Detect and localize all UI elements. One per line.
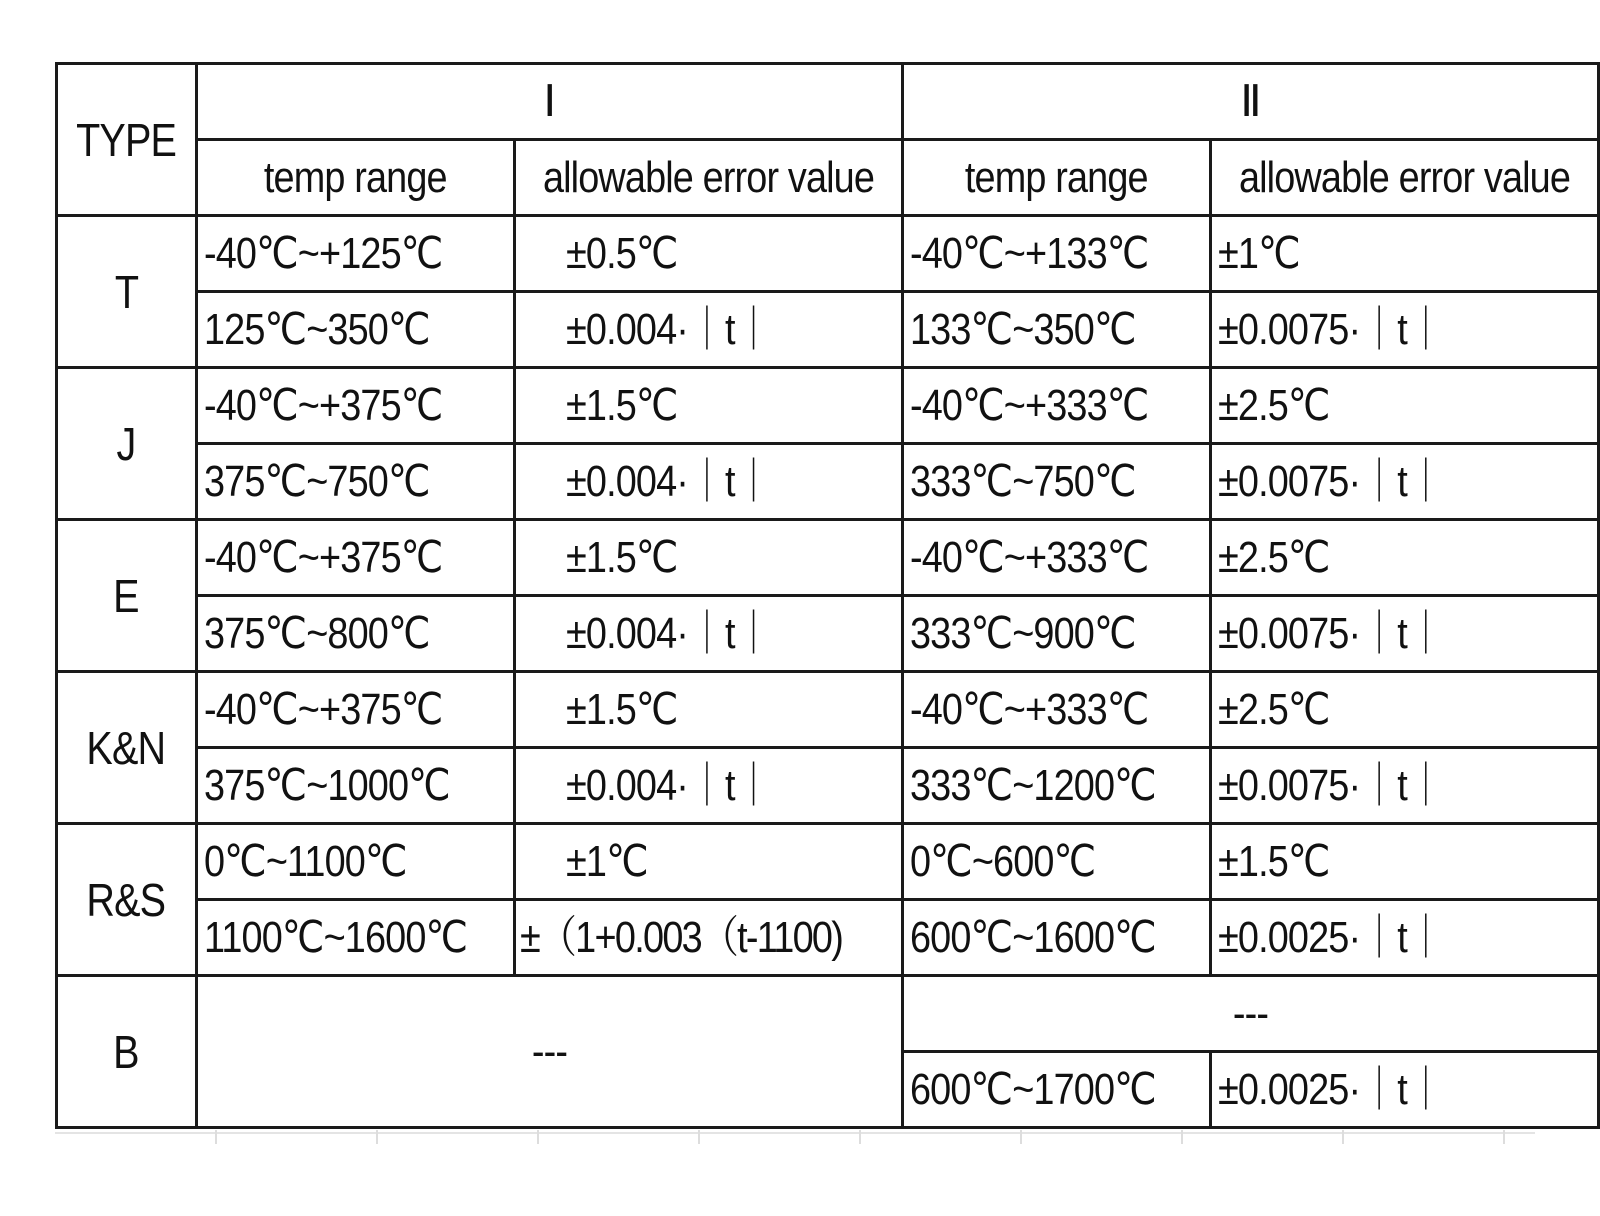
- table-row: [57, 824, 1599, 900]
- type-cell: [57, 368, 197, 520]
- class-1-error-cell-text: ±0.004·｜t｜: [565, 760, 772, 810]
- class-2-temp-range-header: [902, 140, 1210, 216]
- class-1-range-cell: [196, 900, 514, 976]
- class-2-error-cell: [1210, 596, 1598, 672]
- class-1-range-cell-text: 375℃~1000℃: [203, 760, 450, 810]
- class-2-range-cell-text: 333℃~1200℃: [909, 760, 1156, 810]
- class-1-error-cell-text: ±0.5℃: [565, 228, 678, 278]
- class-2-range-cell-text: 0℃~600℃: [909, 836, 1096, 886]
- class-1-error-cell: [514, 748, 902, 824]
- class-2-range-cell: [902, 1052, 1210, 1128]
- class-1-range-cell: [196, 672, 514, 748]
- class-2-error-cell: [1210, 748, 1598, 824]
- table-row: [57, 216, 1599, 292]
- class-1-placeholder-cell-text: ---: [531, 1026, 567, 1076]
- class-2-error-cell: [1210, 520, 1598, 596]
- class-2-error-cell-text: ±0.0075·｜t｜: [1217, 608, 1444, 658]
- table-row: [57, 596, 1599, 672]
- table-row: [57, 292, 1599, 368]
- class-2-error-cell: [1210, 292, 1598, 368]
- class-2-range-cell-text: 333℃~900℃: [909, 608, 1136, 658]
- class-1-error-cell-text: ±1℃: [565, 836, 648, 886]
- class-2-error-cell-text: ±2.5℃: [1217, 532, 1330, 582]
- class-1-temp-range-header: [196, 140, 514, 216]
- type-cell: [57, 824, 197, 976]
- class-1-range-cell-text: 125℃~350℃: [203, 304, 430, 354]
- type-cell-text: R&S: [86, 873, 166, 926]
- table-row: [57, 900, 1599, 976]
- class-1-range-cell: [196, 444, 514, 520]
- type-cell: [57, 520, 197, 672]
- background-grid-tick: [1503, 1130, 1505, 1144]
- class-1-range-cell-text: 0℃~1100℃: [203, 836, 407, 886]
- table-row: [57, 748, 1599, 824]
- class-1-error-cell: [514, 216, 902, 292]
- type-header-cell: [57, 64, 197, 216]
- class-1-error-cell: [514, 444, 902, 520]
- class-2-error-cell-text: ±1.5℃: [1217, 836, 1330, 886]
- class-1-error-cell: [514, 292, 902, 368]
- class-1-range-cell-text: -40℃~+375℃: [203, 380, 442, 430]
- class-2-range-cell-text: 333℃~750℃: [909, 456, 1136, 506]
- type-cell-text: T: [114, 265, 138, 318]
- class-1-range-cell-text: 375℃~750℃: [203, 456, 430, 506]
- class-2-range-cell: [902, 596, 1210, 672]
- class-2-error-cell: [1210, 368, 1598, 444]
- class-1-header: Ⅰ: [196, 64, 902, 140]
- class-2-error-cell: [1210, 444, 1598, 520]
- type-cell-text: B: [113, 1025, 140, 1078]
- class-2-range-cell: [902, 520, 1210, 596]
- class-2-error-cell-text: ±0.0075·｜t｜: [1217, 456, 1444, 506]
- class-2-error-cell-text: ±2.5℃: [1217, 380, 1330, 430]
- type-cell-text: J: [116, 417, 136, 470]
- class-1-error-cell-text: ±0.004·｜t｜: [565, 456, 772, 506]
- class-2-range-cell: [902, 216, 1210, 292]
- background-grid-tick: [537, 1130, 539, 1144]
- class-2-range-cell-text: 600℃~1600℃: [909, 912, 1156, 962]
- class-2-range-cell: [902, 900, 1210, 976]
- class-1-range-cell-text: 375℃~800℃: [203, 608, 430, 658]
- class-1-range-cell: [196, 368, 514, 444]
- class-1-error-cell: [514, 596, 902, 672]
- background-grid-tick: [376, 1130, 378, 1144]
- class-2-range-cell: [902, 368, 1210, 444]
- class-2-placeholder-cell: [902, 976, 1598, 1052]
- class-2-range-cell: [902, 672, 1210, 748]
- background-grid-tick: [698, 1130, 700, 1144]
- type-cell: [57, 216, 197, 368]
- table-row: [57, 444, 1599, 520]
- class-1-error-cell: [514, 672, 902, 748]
- class-1-error-cell-text: ±1.5℃: [565, 532, 678, 582]
- background-grid-tick: [1181, 1130, 1183, 1144]
- class-1-range-cell: [196, 520, 514, 596]
- class-2-error-cell-text: ±0.0025·｜t｜: [1217, 912, 1444, 962]
- class-2-error-cell: [1210, 824, 1598, 900]
- class-2-range-cell-text: -40℃~+333℃: [909, 380, 1149, 430]
- class-1-error-cell: [514, 368, 902, 444]
- background-grid-line: [55, 1132, 1535, 1134]
- class-2-range-cell: [902, 444, 1210, 520]
- class-2-range-cell-text: -40℃~+333℃: [909, 532, 1149, 582]
- class-1-range-cell-text: 1100℃~1600℃: [203, 912, 467, 962]
- class-2-error-header: [1210, 140, 1598, 216]
- class-2-range-cell: [902, 748, 1210, 824]
- class-1-range-cell: [196, 596, 514, 672]
- background-grid-tick: [1020, 1130, 1022, 1144]
- class-2-range-cell-text: -40℃~+133℃: [909, 228, 1149, 278]
- type-cell-text: E: [113, 569, 140, 622]
- background-grid-tick: [1342, 1130, 1344, 1144]
- class-1-range-cell: [196, 216, 514, 292]
- class-1-error-cell: [514, 824, 902, 900]
- error-label: allowable error value: [542, 152, 874, 202]
- header-row-columns: [57, 140, 1599, 216]
- table-row: [57, 672, 1599, 748]
- class-1-range-cell-text: -40℃~+375℃: [203, 684, 442, 734]
- class-1-error-cell-text: ±1.5℃: [565, 380, 678, 430]
- class-1-placeholder-cell: [196, 976, 902, 1128]
- class-2-error-cell-text: ±0.0075·｜t｜: [1217, 304, 1444, 354]
- class-2-error-cell-text: ±1℃: [1217, 228, 1300, 278]
- background-grid-tick: [215, 1130, 217, 1144]
- class-2-error-cell-text: ±0.0025·｜t｜: [1217, 1064, 1444, 1114]
- temp-range-label: temp range: [263, 152, 447, 202]
- class-2-range-cell-text: 133℃~350℃: [909, 304, 1136, 354]
- class-2-range-cell-text: 600℃~1700℃: [909, 1064, 1156, 1114]
- type-cell: [57, 672, 197, 824]
- table-row: [57, 368, 1599, 444]
- background-grid-tick: [859, 1130, 861, 1144]
- temp-range-label: temp range: [965, 152, 1148, 202]
- class-2-error-cell: [1210, 216, 1598, 292]
- class-1-error-header: [514, 140, 902, 216]
- class-1-range-cell: [196, 748, 514, 824]
- class-2-range-cell-text: -40℃~+333℃: [909, 684, 1149, 734]
- class-1-error-cell-text: ±0.004·｜t｜: [565, 608, 772, 658]
- class-1-error-cell: [514, 900, 902, 976]
- class-1-range-cell: [196, 292, 514, 368]
- class-1-error-cell-text: ±1.5℃: [565, 684, 678, 734]
- class-1-error-cell-text: ±0.004·｜t｜: [565, 304, 772, 354]
- type-cell: [57, 976, 197, 1128]
- class-2-error-cell: [1210, 1052, 1598, 1128]
- class-1-range-cell: [196, 824, 514, 900]
- class-1-range-cell-text: -40℃~+125℃: [203, 228, 442, 278]
- class-2-error-cell: [1210, 900, 1598, 976]
- class-2-error-cell-text: ±2.5℃: [1217, 684, 1330, 734]
- class-1-range-cell-text: -40℃~+375℃: [203, 532, 442, 582]
- class-2-range-cell: [902, 824, 1210, 900]
- header-row-class: [57, 64, 1599, 140]
- error-label: allowable error value: [1238, 152, 1571, 202]
- class-2-range-cell: [902, 292, 1210, 368]
- class-1-error-cell: [514, 520, 902, 596]
- table-row: [57, 976, 1599, 1052]
- thermocouple-tolerance-table: [55, 62, 1600, 1129]
- class-2-placeholder-cell-text: ---: [1232, 988, 1269, 1038]
- type-cell-text: K&N: [86, 721, 166, 774]
- class-2-error-cell-text: ±0.0075·｜t｜: [1217, 760, 1444, 810]
- class-1-error-cell-text: ±（1+0.003（t-1100): [519, 912, 843, 962]
- class-2-error-cell: [1210, 672, 1598, 748]
- table-row: [57, 520, 1599, 596]
- type-header-label: TYPE: [76, 113, 177, 166]
- class-2-header: Ⅱ: [902, 64, 1598, 140]
